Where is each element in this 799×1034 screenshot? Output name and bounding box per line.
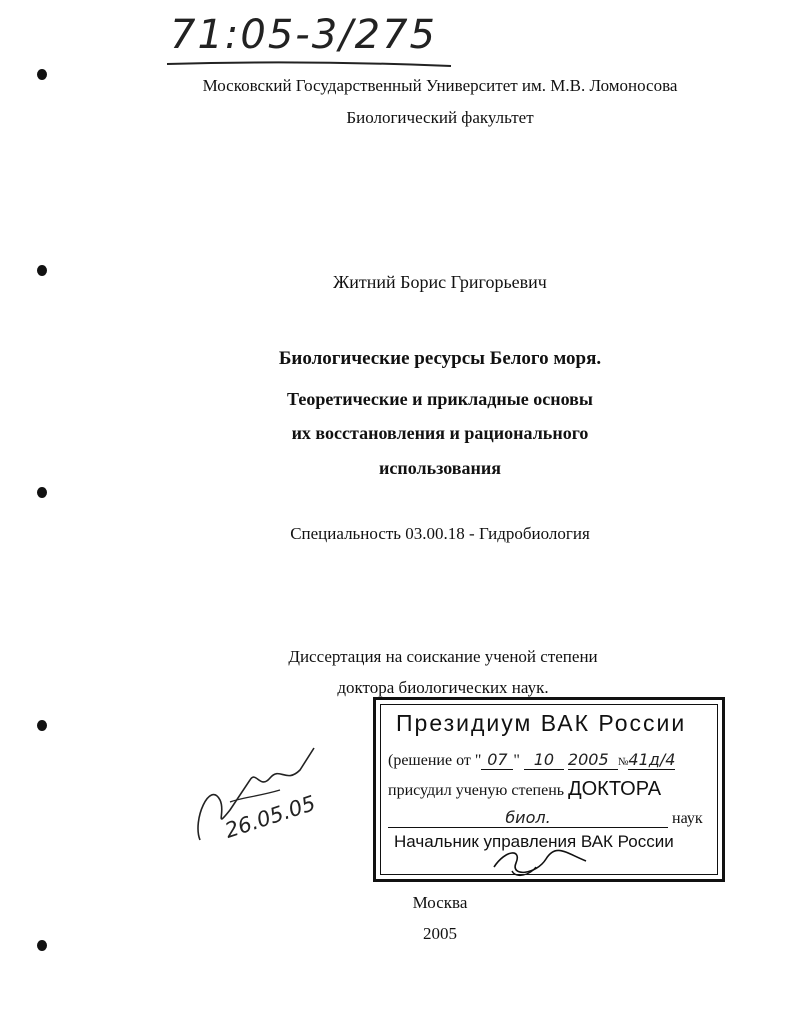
stamp-number-prefix: №	[617, 756, 629, 768]
thesis-title-line-3: их восстановления и рационального	[291, 423, 589, 443]
stamp-decision-prefix: (решение от	[388, 752, 471, 769]
thesis-title-line-4: использования	[379, 458, 501, 478]
faculty-name: Биологический факультет	[346, 108, 534, 127]
thesis-title-line-1: Биологические ресурсы Белого моря.	[278, 348, 602, 369]
stamp-chief: Начальник управления ВАК России	[394, 832, 674, 851]
stamp-signature	[486, 845, 596, 881]
stamp-degree: ДОКТОРА	[568, 778, 662, 800]
specialty: Специальность 03.00.18 - Гидробиология	[290, 524, 590, 543]
stamp-science-line	[388, 808, 714, 828]
year: 2005	[423, 924, 457, 943]
handwritten-underline	[165, 58, 455, 70]
punch-hole	[37, 487, 47, 498]
signature-date: 26.05.05	[222, 791, 319, 843]
dissertation-line-1: Диссертация на соискание ученой степени	[288, 647, 598, 666]
handwritten-catalog-number: 71:05-3/275	[170, 12, 437, 58]
thesis-title-line-2: Теоретические и прикладные основы	[287, 389, 593, 409]
stamp-awarded-text: присудил ученую степень	[388, 782, 565, 799]
stamp-awarded-line	[388, 778, 661, 801]
university-name: Московский Государственный Университет им. М.В. Ломоносова	[202, 76, 678, 95]
stamp-science-field: биол.	[388, 808, 668, 828]
author-name: Житний Борис Григорьевич	[333, 272, 547, 292]
stamp-decision-number: 41д/4	[628, 750, 676, 769]
stamp-decision-line: (решение от " 07 " 10 2005 №41д/4	[388, 750, 676, 769]
stamp-title: Президиум ВАК России	[396, 710, 687, 736]
stamp-decision-year: 2005	[568, 750, 618, 770]
dissertation-line-2: доктора биологических наук.	[337, 678, 549, 697]
stamp-science-suffix: наук	[672, 810, 703, 827]
stamp-decision-day: 07	[481, 750, 513, 770]
punch-hole	[37, 720, 47, 731]
city: Москва	[412, 893, 468, 912]
vak-stamp	[373, 697, 725, 882]
stamp-decision-month: 10	[524, 750, 564, 770]
